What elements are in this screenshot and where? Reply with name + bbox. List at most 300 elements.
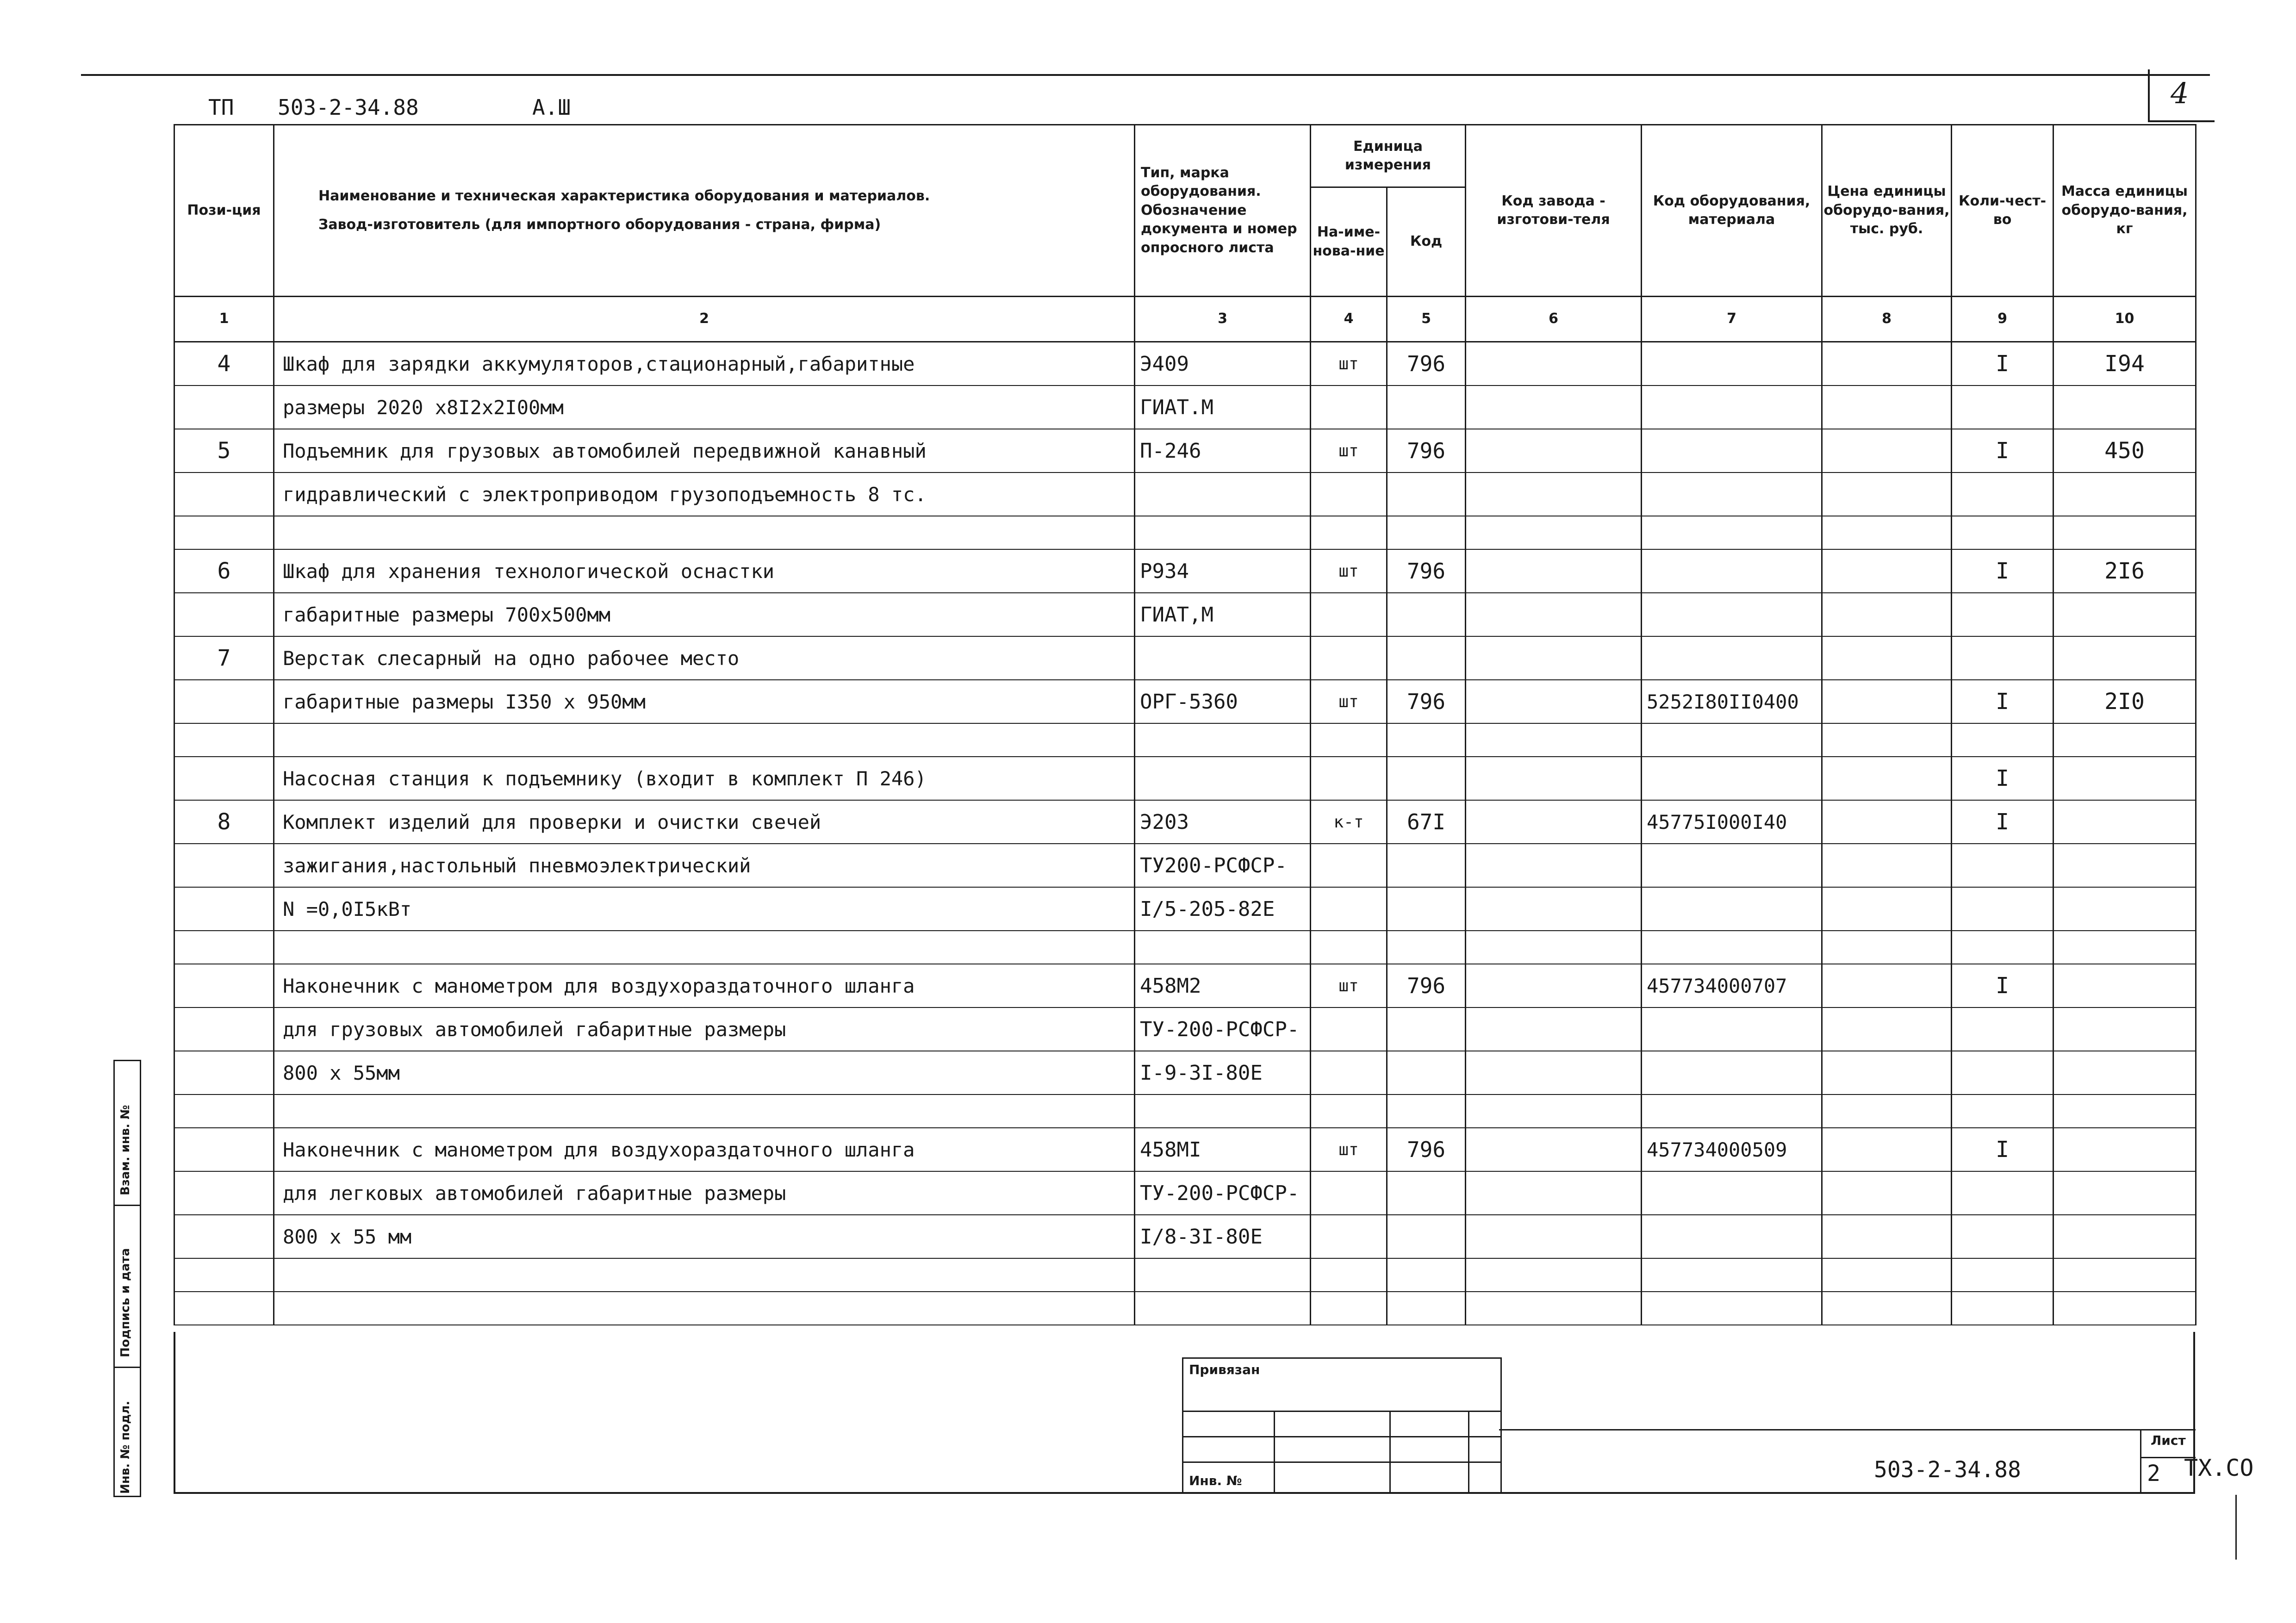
cell-type: ОРГ-5360 xyxy=(1135,680,1311,723)
col-unit-group-header: Единица измерения xyxy=(1311,125,1466,187)
cell-unit xyxy=(1311,1258,1387,1292)
cell-mcode xyxy=(1642,593,1822,636)
cell-qty xyxy=(1952,593,2053,636)
cell-price xyxy=(1822,386,1952,429)
cell-mass xyxy=(2053,1258,2196,1292)
cell-mcode: 457734000707 xyxy=(1642,964,1822,1007)
cell-name: габаритные размеры I350 х 950мм xyxy=(274,680,1135,723)
cell-plant xyxy=(1466,473,1642,516)
cell-mcode xyxy=(1642,386,1822,429)
table-row xyxy=(174,473,2196,516)
cell-price xyxy=(1822,1258,1952,1292)
sheet-value: 2 xyxy=(2147,1461,2160,1486)
cell-code: 796 xyxy=(1387,342,1466,386)
cell-type: ГИАТ.М xyxy=(1135,386,1311,429)
col-unit-name-header: На-име-нова-ние xyxy=(1311,187,1387,297)
cell-type: П-246 xyxy=(1135,429,1311,473)
cell-mcode xyxy=(1642,1051,1822,1094)
cell-name: N =0,0I5кВт xyxy=(274,887,1135,931)
cell-price xyxy=(1822,593,1952,636)
col-quantity-header: Коли-чест-во xyxy=(1952,125,2053,297)
cell-plant xyxy=(1466,757,1642,800)
cell-qty: I xyxy=(1952,800,2053,844)
cell-type: I/5-205-82Е xyxy=(1135,887,1311,931)
album-code: А.Ш xyxy=(532,95,571,120)
titleblock-rule xyxy=(1499,1429,2196,1430)
cell-price xyxy=(1822,636,1952,680)
cell-mass xyxy=(2053,636,2196,680)
cell-mass: 450 xyxy=(2053,429,2196,473)
cell-plant xyxy=(1466,800,1642,844)
cell-qty xyxy=(1952,1051,2053,1094)
cell-pos xyxy=(174,723,274,757)
cell-unit xyxy=(1311,516,1387,549)
cell-mcode xyxy=(1642,1094,1822,1128)
sheet-box xyxy=(2140,1429,2197,1494)
col-type-header: Тип, марка оборудования. Обозначение документа и номер опросного листа xyxy=(1135,125,1311,297)
cell-price xyxy=(1822,1007,1952,1051)
cell-price xyxy=(1822,844,1952,887)
cell-mass: 2I0 xyxy=(2053,680,2196,723)
cell-unit xyxy=(1311,1051,1387,1094)
table-row xyxy=(174,931,2196,964)
table-row xyxy=(174,887,2196,931)
cell-mass xyxy=(2053,386,2196,429)
cell-pos xyxy=(174,1007,274,1051)
cell-pos xyxy=(174,1292,274,1325)
table-row xyxy=(174,1171,2196,1215)
cell-pos: 4 xyxy=(174,342,274,386)
table-row xyxy=(174,593,2196,636)
cell-name: гидравлический с электроприводом грузоподъемность 8 тс. xyxy=(274,473,1135,516)
cell-pos xyxy=(174,1258,274,1292)
cell-pos xyxy=(174,757,274,800)
cell-code xyxy=(1387,1171,1466,1215)
cell-pos xyxy=(174,680,274,723)
cell-mass xyxy=(2053,931,2196,964)
margin-original-inv: Инв. № подл. xyxy=(118,1400,132,1494)
cell-mcode: 45775I000I40 xyxy=(1642,800,1822,844)
cell-plant xyxy=(1466,844,1642,887)
cell-code: 796 xyxy=(1387,964,1466,1007)
cell-pos xyxy=(174,1094,274,1128)
cell-qty xyxy=(1952,1094,2053,1128)
table-row xyxy=(174,1292,2196,1325)
cell-unit: шт xyxy=(1311,1128,1387,1171)
cell-unit xyxy=(1311,887,1387,931)
cell-price xyxy=(1822,1128,1952,1171)
cell-price xyxy=(1822,887,1952,931)
doc-prefix: ТП xyxy=(208,95,234,120)
cell-mcode xyxy=(1642,887,1822,931)
cell-plant xyxy=(1466,516,1642,549)
cell-price xyxy=(1822,342,1952,386)
cell-name: зажигания,настольный пневмоэлектрический xyxy=(274,844,1135,887)
cell-plant xyxy=(1466,1128,1642,1171)
table-row xyxy=(174,723,2196,757)
table-row xyxy=(174,549,2196,593)
cell-plant xyxy=(1466,636,1642,680)
cell-code: 67I xyxy=(1387,800,1466,844)
col-number: 2 xyxy=(274,297,1135,342)
table-row xyxy=(174,800,2196,844)
cell-plant xyxy=(1466,1258,1642,1292)
table-row xyxy=(174,1051,2196,1094)
cell-type: I/8-3I-80Е xyxy=(1135,1215,1311,1258)
cell-pos xyxy=(174,473,274,516)
col-number: 9 xyxy=(1952,297,2053,342)
cell-code: 796 xyxy=(1387,1128,1466,1171)
cell-mcode xyxy=(1642,1171,1822,1215)
cell-unit xyxy=(1311,1171,1387,1215)
cell-unit: шт xyxy=(1311,429,1387,473)
cell-qty xyxy=(1952,1292,2053,1325)
cell-price xyxy=(1822,429,1952,473)
cell-name xyxy=(274,1258,1135,1292)
table-row xyxy=(174,342,2196,386)
cell-price xyxy=(1822,964,1952,1007)
cell-price xyxy=(1822,931,1952,964)
cell-price xyxy=(1822,516,1952,549)
cell-type xyxy=(1135,516,1311,549)
cell-plant xyxy=(1466,1051,1642,1094)
cell-unit xyxy=(1311,931,1387,964)
cell-plant xyxy=(1466,1215,1642,1258)
binding-stamp xyxy=(1182,1357,1500,1494)
cell-qty xyxy=(1952,723,2053,757)
cell-pos xyxy=(174,844,274,887)
cell-type: Р934 xyxy=(1135,549,1311,593)
cell-name: для легковых автомобилей габаритные размеры xyxy=(274,1171,1135,1215)
cell-mcode xyxy=(1642,473,1822,516)
cell-type: ТУ-200-РСФСР- xyxy=(1135,1171,1311,1215)
cell-qty xyxy=(1952,1258,2053,1292)
cell-mcode xyxy=(1642,429,1822,473)
cell-mass xyxy=(2053,964,2196,1007)
col-number: 1 xyxy=(174,297,274,342)
cell-type xyxy=(1135,636,1311,680)
cell-price xyxy=(1822,1094,1952,1128)
cell-mcode xyxy=(1642,342,1822,386)
table-row xyxy=(174,757,2196,800)
titleblock-section: ТХ.СО xyxy=(2184,1455,2254,1481)
cell-code xyxy=(1387,593,1466,636)
cell-code xyxy=(1387,844,1466,887)
cell-price xyxy=(1822,800,1952,844)
cell-code xyxy=(1387,1292,1466,1325)
cell-price xyxy=(1822,549,1952,593)
cell-mcode xyxy=(1642,1258,1822,1292)
cell-name: 800 х 55 мм xyxy=(274,1215,1135,1258)
col-number: 7 xyxy=(1642,297,1822,342)
cell-mass xyxy=(2053,1292,2196,1325)
cell-type: ТУ-200-РСФСР- xyxy=(1135,1007,1311,1051)
margin-signature-date: Подпись и дата xyxy=(118,1248,132,1357)
cell-plant xyxy=(1466,342,1642,386)
cell-unit: шт xyxy=(1311,549,1387,593)
cell-type: I-9-3I-80Е xyxy=(1135,1051,1311,1094)
cell-type: ГИАТ,М xyxy=(1135,593,1311,636)
cell-unit xyxy=(1311,593,1387,636)
cell-code: 796 xyxy=(1387,549,1466,593)
cell-mass xyxy=(2053,593,2196,636)
table-row xyxy=(174,1128,2196,1171)
cell-unit xyxy=(1311,636,1387,680)
cell-price xyxy=(1822,473,1952,516)
col-name-header-line2: Завод-изготовитель (для импортного оборудования - страна, фирма) xyxy=(318,217,881,233)
col-position-header: Пози-ция xyxy=(174,125,274,297)
col-mass-header: Масса единицы оборудо-вания, кг xyxy=(2053,125,2196,297)
col-number: 10 xyxy=(2053,297,2196,342)
cell-qty: I xyxy=(1952,964,2053,1007)
cell-unit xyxy=(1311,386,1387,429)
cell-mcode xyxy=(1642,844,1822,887)
cell-mass xyxy=(2053,516,2196,549)
cell-code xyxy=(1387,757,1466,800)
cell-name xyxy=(274,931,1135,964)
cell-qty xyxy=(1952,887,2053,931)
cell-name: размеры 2020 х8I2х2I00мм xyxy=(274,386,1135,429)
cell-unit xyxy=(1311,1215,1387,1258)
cell-plant xyxy=(1466,723,1642,757)
cell-pos: 7 xyxy=(174,636,274,680)
cell-qty xyxy=(1952,931,2053,964)
cell-type: 458М2 xyxy=(1135,964,1311,1007)
cell-mass xyxy=(2053,1128,2196,1171)
cell-qty: I xyxy=(1952,549,2053,593)
cell-pos xyxy=(174,931,274,964)
cell-pos: 8 xyxy=(174,800,274,844)
cell-type xyxy=(1135,723,1311,757)
cell-qty xyxy=(1952,636,2053,680)
cell-mcode xyxy=(1642,1007,1822,1051)
cell-plant xyxy=(1466,549,1642,593)
cell-mcode xyxy=(1642,757,1822,800)
cell-mcode: 5252I80II0400 xyxy=(1642,680,1822,723)
cell-unit: шт xyxy=(1311,680,1387,723)
cell-mass xyxy=(2053,1171,2196,1215)
bottom-frame xyxy=(174,1332,2254,1494)
cell-plant xyxy=(1466,680,1642,723)
cell-price xyxy=(1822,1051,1952,1094)
cell-name: Верстак слесарный на одно рабочее место xyxy=(274,636,1135,680)
cell-qty: I xyxy=(1952,680,2053,723)
table-row xyxy=(174,844,2196,887)
cell-type xyxy=(1135,473,1311,516)
cell-code xyxy=(1387,1051,1466,1094)
cell-price xyxy=(1822,723,1952,757)
cell-mass xyxy=(2053,1094,2196,1128)
titleblock-doc-code: 503-2-34.88 xyxy=(1874,1457,2021,1483)
cell-mcode xyxy=(1642,636,1822,680)
table-row xyxy=(174,429,2196,473)
cell-plant xyxy=(1466,593,1642,636)
cell-unit xyxy=(1311,757,1387,800)
cell-mcode xyxy=(1642,549,1822,593)
cell-mass xyxy=(2053,887,2196,931)
cell-price xyxy=(1822,757,1952,800)
cell-name: Насосная станция к подъемнику (входит в комплект П 246) xyxy=(274,757,1135,800)
col-price-header: Цена единицы оборудо-вания, тыс. руб. xyxy=(1822,125,1952,297)
cell-mass: I94 xyxy=(2053,342,2196,386)
cell-unit: шт xyxy=(1311,964,1387,1007)
cell-mcode xyxy=(1642,516,1822,549)
table-row xyxy=(174,386,2196,429)
cell-code xyxy=(1387,1094,1466,1128)
cell-plant xyxy=(1466,1292,1642,1325)
cell-code xyxy=(1387,887,1466,931)
table-row xyxy=(174,636,2196,680)
table-row xyxy=(174,1094,2196,1128)
sheet-number: 4 xyxy=(2171,76,2189,110)
cell-qty xyxy=(1952,1171,2053,1215)
specification-sheet xyxy=(174,124,2195,1332)
sheet-label: Лист xyxy=(2151,1433,2186,1448)
cell-price xyxy=(1822,680,1952,723)
margin-tick xyxy=(2235,1495,2237,1560)
cell-name: Комплект изделий для проверки и очистки свечей xyxy=(274,800,1135,844)
cell-unit xyxy=(1311,723,1387,757)
cell-code xyxy=(1387,1258,1466,1292)
cell-pos xyxy=(174,593,274,636)
cell-name: Шкаф для зарядки аккумуляторов,стационарный,габаритные xyxy=(274,342,1135,386)
cell-mcode: 457734000509 xyxy=(1642,1128,1822,1171)
cell-price xyxy=(1822,1292,1952,1325)
cell-name: Наконечник с манометром для воздухораздаточного шланга xyxy=(274,1128,1135,1171)
stamp-bound-label: Привязан xyxy=(1189,1362,1260,1377)
cell-unit xyxy=(1311,1094,1387,1128)
col-number: 8 xyxy=(1822,297,1952,342)
cell-pos xyxy=(174,1215,274,1258)
specification-table xyxy=(174,124,2196,1325)
cell-name: 800 х 55мм xyxy=(274,1051,1135,1094)
cell-name: габаритные размеры 700х500мм xyxy=(274,593,1135,636)
cell-pos: 5 xyxy=(174,429,274,473)
cell-type: ТУ200-РСФСР- xyxy=(1135,844,1311,887)
cell-plant xyxy=(1466,1094,1642,1128)
cell-code xyxy=(1387,723,1466,757)
cell-pos xyxy=(174,386,274,429)
cell-mass xyxy=(2053,1215,2196,1258)
cell-type xyxy=(1135,1292,1311,1325)
cell-pos xyxy=(174,1128,274,1171)
cell-pos: 6 xyxy=(174,549,274,593)
col-number: 5 xyxy=(1387,297,1466,342)
top-rule xyxy=(81,74,2210,76)
header-doc-code: 503-2-34.88 xyxy=(278,95,419,120)
cell-qty xyxy=(1952,386,2053,429)
table-row xyxy=(174,1258,2196,1292)
cell-plant xyxy=(1466,964,1642,1007)
cell-type xyxy=(1135,931,1311,964)
cell-unit xyxy=(1311,1292,1387,1325)
col-plant-code-header: Код завода - изготови-теля xyxy=(1466,125,1642,297)
cell-name xyxy=(274,1292,1135,1325)
cell-name: для грузовых автомобилей габаритные размеры xyxy=(274,1007,1135,1051)
cell-mcode xyxy=(1642,931,1822,964)
cell-mass xyxy=(2053,844,2196,887)
cell-name xyxy=(274,516,1135,549)
cell-qty xyxy=(1952,1007,2053,1051)
cell-pos xyxy=(174,1051,274,1094)
cell-mass xyxy=(2053,723,2196,757)
cell-name: Шкаф для хранения технологической оснастки xyxy=(274,549,1135,593)
col-number: 6 xyxy=(1466,297,1642,342)
table-row xyxy=(174,964,2196,1007)
cell-type xyxy=(1135,1258,1311,1292)
margin-replacement-inv: Взам. инв. № xyxy=(118,1105,132,1195)
cell-name xyxy=(274,723,1135,757)
cell-mcode xyxy=(1642,723,1822,757)
cell-plant xyxy=(1466,931,1642,964)
cell-pos xyxy=(174,887,274,931)
cell-mass xyxy=(2053,1051,2196,1094)
cell-code: 796 xyxy=(1387,680,1466,723)
cell-unit: к-т xyxy=(1311,800,1387,844)
sheet-box-divider xyxy=(2140,1457,2196,1458)
cell-qty: I xyxy=(1952,429,2053,473)
cell-type: Э409 xyxy=(1135,342,1311,386)
cell-mcode xyxy=(1642,1292,1822,1325)
cell-name: Наконечник с манометром для воздухораздаточного шланга xyxy=(274,964,1135,1007)
cell-qty: I xyxy=(1952,342,2053,386)
cell-mass xyxy=(2053,800,2196,844)
col-number: 3 xyxy=(1135,297,1311,342)
margin-stamp xyxy=(113,1060,141,1497)
cell-code xyxy=(1387,386,1466,429)
cell-unit xyxy=(1311,844,1387,887)
cell-plant xyxy=(1466,887,1642,931)
cell-mass xyxy=(2053,473,2196,516)
cell-mass xyxy=(2053,757,2196,800)
cell-price xyxy=(1822,1171,1952,1215)
stamp-inv-label: Инв. № xyxy=(1189,1473,1242,1488)
cell-qty xyxy=(1952,844,2053,887)
table-row xyxy=(174,1007,2196,1051)
cell-unit xyxy=(1311,473,1387,516)
cell-code xyxy=(1387,1215,1466,1258)
cell-plant xyxy=(1466,386,1642,429)
cell-code xyxy=(1387,1007,1466,1051)
table-row xyxy=(174,516,2196,549)
cell-plant xyxy=(1466,1171,1642,1215)
cell-mcode xyxy=(1642,1215,1822,1258)
table-row xyxy=(174,680,2196,723)
col-number: 4 xyxy=(1311,297,1387,342)
cell-name: Подъемник для грузовых автомобилей передвижной канавный xyxy=(274,429,1135,473)
cell-code xyxy=(1387,931,1466,964)
col-unit-code-header: Код xyxy=(1387,187,1466,297)
cell-type: Э203 xyxy=(1135,800,1311,844)
cell-plant xyxy=(1466,1007,1642,1051)
cell-qty: I xyxy=(1952,757,2053,800)
cell-pos xyxy=(174,516,274,549)
cell-type xyxy=(1135,1094,1311,1128)
cell-unit xyxy=(1311,1007,1387,1051)
cell-mass: 2I6 xyxy=(2053,549,2196,593)
cell-code xyxy=(1387,516,1466,549)
table-body xyxy=(174,342,2196,1325)
cell-name xyxy=(274,1094,1135,1128)
cell-code xyxy=(1387,473,1466,516)
cell-type xyxy=(1135,757,1311,800)
cell-mass xyxy=(2053,1007,2196,1051)
col-name-header-line1: Наименование и техническая характеристика оборудования и материалов. xyxy=(318,187,930,204)
col-material-code-header: Код оборудования, материала xyxy=(1642,125,1822,297)
cell-type: 458МI xyxy=(1135,1128,1311,1171)
cell-qty xyxy=(1952,1215,2053,1258)
cell-qty: I xyxy=(1952,1128,2053,1171)
